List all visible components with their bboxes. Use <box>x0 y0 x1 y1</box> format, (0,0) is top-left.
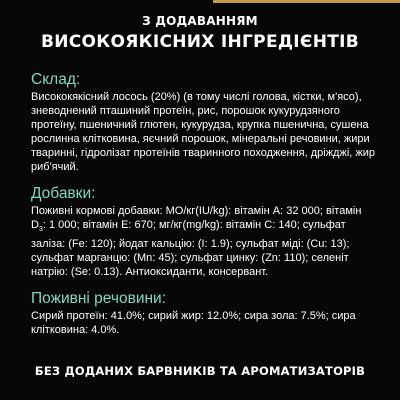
headline <box>0 14 400 52</box>
additives-text-start: Поживні кормові добавки: МО/кг(IU/kg): вітамін А: 32 000; вітамін D <box>31 205 362 231</box>
composition-title: Склад: <box>31 71 81 88</box>
additives-title: Добавки: <box>31 185 96 202</box>
headline-title: ВИСОКОЯКІСНИХ ІНГРЕДІЄНТІВ <box>40 32 360 52</box>
additives-section <box>31 185 379 279</box>
footer-note: БЕЗ ДОДАНИХ БАРВНИКІВ ТА АРОМАТИЗАТОРІВ <box>34 364 366 378</box>
nutrients-section <box>31 290 379 337</box>
label-content <box>31 71 379 337</box>
composition-section <box>31 71 379 174</box>
vitamin-d-subscript: 3 <box>38 226 43 234</box>
accent-bar <box>213 0 400 3</box>
headline-subtitle: З ДОДАВАННЯМ <box>142 14 258 28</box>
additives-text-end: : 1 000; вітамін Е: 670; мг/кг(mg/kg): вітамін С: 140; сульфат заліза: (Fe: 120); йодат кальцію: (I: 1.9); сульфат міді: (Cu: 13); сульфат марганцю: (Mn: 45); сульфат цинку: (Zn: 110); селеніт натрію: (Se: 0.13). Антиоксиданти, консервант. <box>31 219 350 279</box>
nutrients-title: Поживні речовини: <box>31 290 166 308</box>
nutrients-text: Сирий протеїн: 41.0%; сирий жир: 12.0%; сира зола: 7.5%; сира клітковина: 4.0%. <box>31 310 356 337</box>
composition-text: Висококякісний лосось (20%) (в тому числі голова, кістки, м'ясо), зневоднений пташиний протеїн, рис, порошок кукурудзяного протеїну, пшеничний глютен, кукурудза, крупка пшенична, сушена рослинна клітковина, яєчний порошок, мінеральні речовини, жири тваринні, гідролізат протеїнів тваринного походження, дріжджі, жир риб'ячий. <box>31 91 376 173</box>
additives-text <box>31 204 379 279</box>
